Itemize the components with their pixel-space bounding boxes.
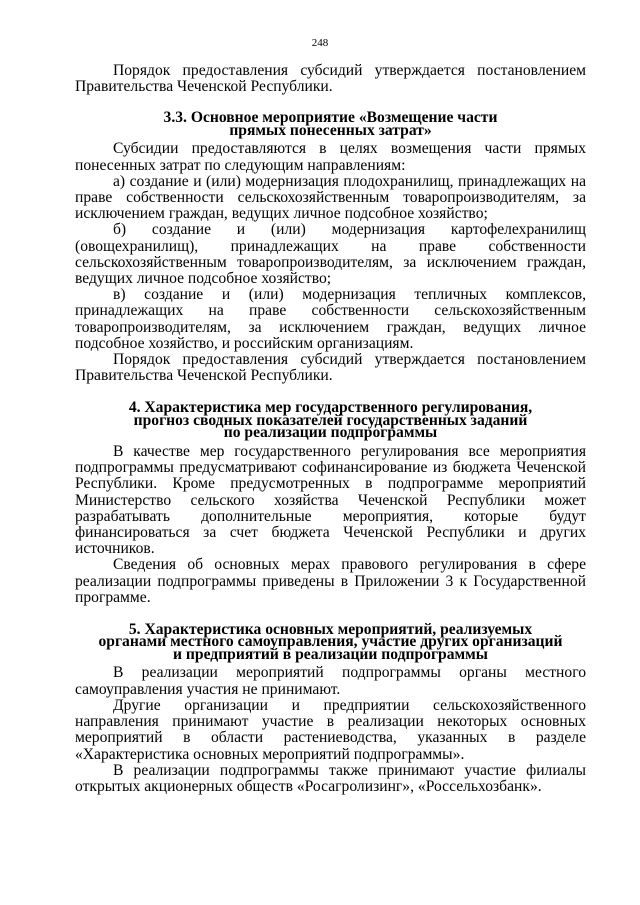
paragraph-subsidies-intro: Субсидии предоставляются в целях возмещения части прямых понесенных затрат по следующим направлениям: [75, 140, 586, 174]
paragraph-legal-regulation: Сведения об основных мерах правового регулирования в сфере реализации подпрограммы приведены в Приложении 3 к Государственной программе. [75, 556, 586, 606]
heading-line: 3.3. Основное мероприятие «Возмещение части [163, 109, 498, 127]
heading-line: 4. Характеристика мер государственного регулирования, [128, 399, 533, 417]
section-heading-4 [75, 399, 586, 442]
document-body [75, 63, 586, 795]
paragraph-other-organizations: Другие организации и предприятии сельскохозяйственного направления принимают участие в реализации некоторых основных мероприятий в области растениеводства, указанных в разделе «Характеристика основных мероприятий подпрограммы». [75, 696, 586, 763]
heading-line: прямых понесенных затрат» [229, 121, 432, 139]
list-item-a: а) создание и (или) модернизация плодохранилищ, принадлежащих на праве собственности сельскохозяйственным товаропроизводителям, за исключением граждан, ведущих личное подсобное хозяйство; [75, 172, 586, 223]
paragraph-regulation-measures: В качестве мер государственного регулирования все мероприятия подпрограммы предусматривают софинансирование из бюджета Чеченской Республики. Кроме предусмотренных в подпрограмме мероприятий Министерство сельского хозяйства Чеченской Республики может разрабатывать дополнительные мероприятия, которые будут финансироваться за счет бюджета Чеченской Республики и других источников. [75, 442, 586, 558]
heading-line: и предприятий в реализации подпрограммы [173, 645, 488, 663]
list-item-v: в) создание и (или) модернизация тепличных комплексов, принадлежащих на праве собственности сельскохозяйственным товаропроизводителям, за исключением граждан, ведущих личное подсобное хозяйство, и российским организациям. [75, 286, 586, 352]
heading-line: органами местного самоуправления, участие других организаций [98, 633, 563, 651]
paragraph-subsidy-order-2: Порядок предоставления субсидий утверждается постановлением Правительства Чеченской Республики. [75, 351, 586, 385]
paragraph-branches: В реализации подпрограммы также принимают участие филиалы открытых акционерных обществ «Росагролизинг», «Россельхозбанк». [75, 761, 586, 795]
heading-line: по реализации подпрограммы [223, 424, 438, 442]
section-heading-3-3 [75, 109, 586, 139]
list-item-b: б) создание и (или) модернизация картофелехранилищ (овощехранилищ), принадлежащих на праве собственности сельскохозяйственным товаропроизводителям, за исключением граждан, ведущих личное подсобное хозяйство; [75, 221, 586, 288]
heading-line: прогноз сводных показателей государственных заданий [133, 411, 528, 429]
paragraph-local-authorities: В реализации мероприятий подпрограммы органы местного самоуправления участия не принимают. [75, 664, 586, 698]
section-heading-5 [75, 620, 586, 663]
paragraph-subsidy-order-1: Порядок предоставления субсидий утверждается постановлением Правительства Чеченской Республики. [75, 62, 586, 96]
heading-line: 5. Характеристика основных мероприятий, реализуемых [128, 620, 533, 638]
page-number: 248 [311, 37, 329, 49]
